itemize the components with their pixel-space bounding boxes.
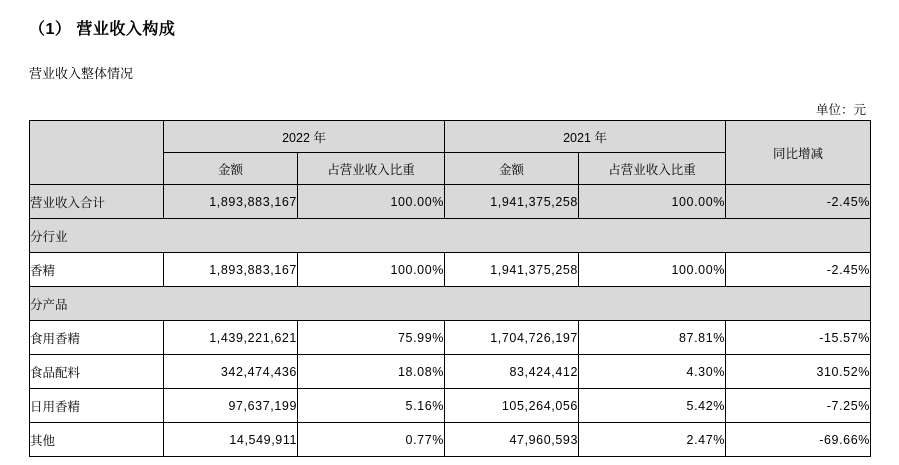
row-label: 其他: [30, 423, 164, 457]
row-section-label: 分行业: [30, 219, 871, 253]
cell-pct-2022: 5.16%: [298, 389, 445, 423]
cell-yoy: -2.45%: [726, 253, 871, 287]
cell-yoy: -7.25%: [726, 389, 871, 423]
unit-note: 单位：元: [815, 103, 866, 117]
row-label: 营业收入合计: [30, 185, 164, 219]
cell-amount-2021: 1,941,375,258: [445, 253, 579, 287]
cell-amount-2021: 105,264,056: [445, 389, 579, 423]
table-row: [30, 355, 871, 389]
header-pct-2021: 占营业收入比重: [579, 153, 726, 185]
table-row: [30, 253, 871, 287]
cell-amount-2022: 1,439,221,621: [164, 321, 298, 355]
cell-pct-2022: 100.00%: [298, 253, 445, 287]
cell-pct-2021: 5.42%: [579, 389, 726, 423]
table-row: [30, 423, 871, 457]
cell-yoy: -2.45%: [726, 185, 871, 219]
table-header-row-1: [30, 121, 871, 153]
header-blank-corner: [30, 121, 164, 185]
row-label: 香精: [30, 253, 164, 287]
cell-pct-2022: 0.77%: [298, 423, 445, 457]
table-row: [30, 219, 871, 253]
header-year-2022: 2022 年: [164, 121, 445, 153]
cell-yoy: -69.66%: [726, 423, 871, 457]
cell-pct-2021: 100.00%: [579, 185, 726, 219]
cell-pct-2021: 100.00%: [579, 253, 726, 287]
cell-pct-2021: 4.30%: [579, 355, 726, 389]
cell-pct-2022: 100.00%: [298, 185, 445, 219]
table-row: [30, 185, 871, 219]
header-pct-2022: 占营业收入比重: [298, 153, 445, 185]
table-row: [30, 321, 871, 355]
cell-amount-2022: 97,637,199: [164, 389, 298, 423]
cell-amount-2021: 1,704,726,197: [445, 321, 579, 355]
row-label: 食品配料: [30, 355, 164, 389]
table-row: [30, 389, 871, 423]
cell-amount-2022: 342,474,436: [164, 355, 298, 389]
cell-amount-2021: 1,941,375,258: [445, 185, 579, 219]
cell-amount-2021: 47,960,593: [445, 423, 579, 457]
cell-pct-2022: 18.08%: [298, 355, 445, 389]
row-label: 食用香精: [30, 321, 164, 355]
row-label: 日用香精: [30, 389, 164, 423]
header-yoy: 同比增减: [726, 121, 871, 185]
header-amount-2021: 金额: [445, 153, 579, 185]
cell-yoy: -15.57%: [726, 321, 871, 355]
cell-pct-2022: 75.99%: [298, 321, 445, 355]
header-amount-2022: 金额: [164, 153, 298, 185]
row-section-label: 分产品: [30, 287, 871, 321]
cell-amount-2022: 1,893,883,167: [164, 253, 298, 287]
cell-amount-2022: 14,549,911: [164, 423, 298, 457]
header-year-2021: 2021 年: [445, 121, 726, 153]
cell-pct-2021: 87.81%: [579, 321, 726, 355]
page-title: （1） 营业收入构成: [29, 21, 176, 38]
cell-pct-2021: 2.47%: [579, 423, 726, 457]
table-row: [30, 287, 871, 321]
cell-amount-2022: 1,893,883,167: [164, 185, 298, 219]
cell-amount-2021: 83,424,412: [445, 355, 579, 389]
cell-yoy: 310.52%: [726, 355, 871, 389]
revenue-composition-table: [29, 120, 871, 457]
section-subtitle: 营业收入整体情况: [29, 66, 134, 81]
